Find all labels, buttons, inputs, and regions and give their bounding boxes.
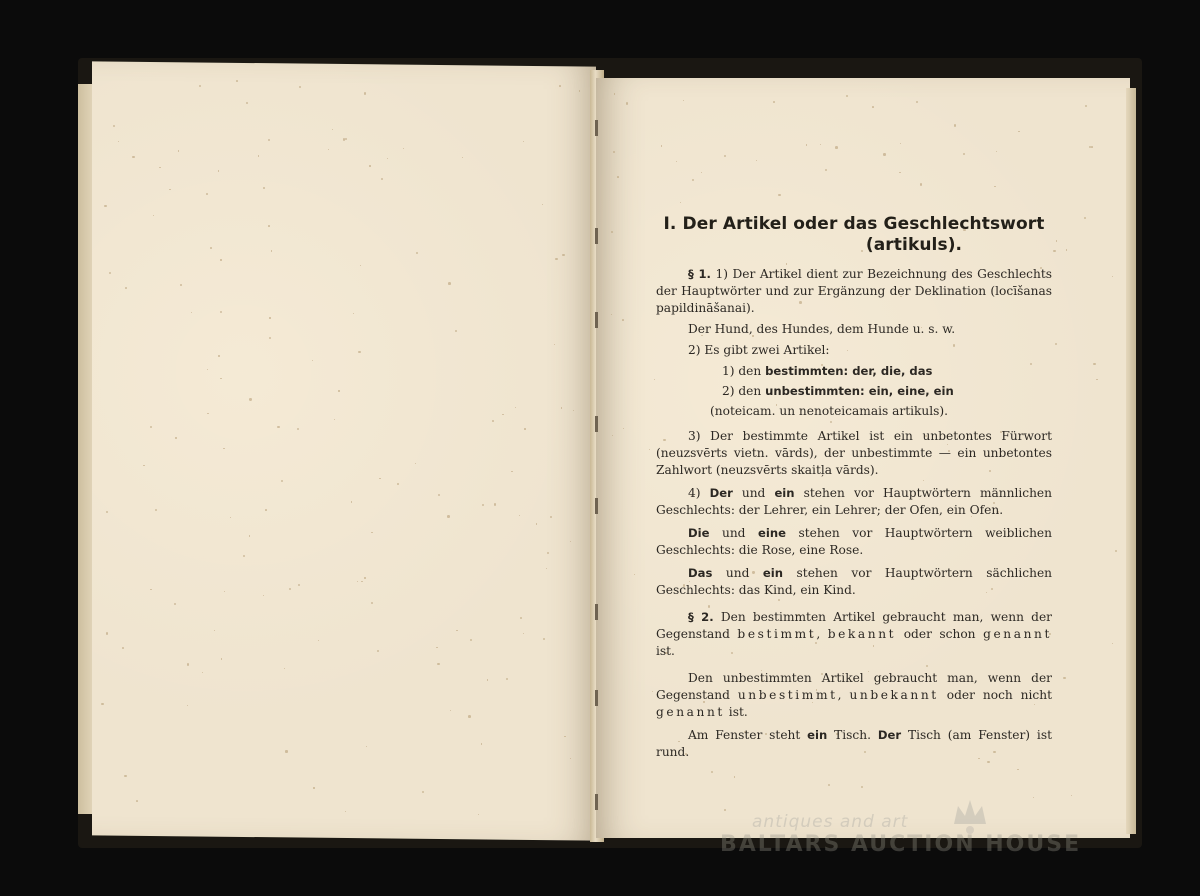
s1-example: Der Hund, des Hundes, dem Hunde u. s. w.	[688, 322, 956, 336]
paper-speck	[313, 787, 314, 788]
spine-stitch	[595, 416, 598, 432]
paper-speck	[1091, 146, 1093, 148]
s1-paragraph-5: Die und eine stehen vor Hauptwörtern weiblichen Geschlechts: die Rose, eine Rose.	[656, 526, 1052, 557]
heading-line-1: I. Der Artikel oder das Geschlechtswort	[663, 214, 1045, 234]
paper-speck	[447, 515, 450, 518]
article-item-1: 1) den bestimmten: der, die, das	[722, 364, 933, 378]
paper-speck	[381, 178, 383, 180]
paper-speck	[220, 259, 221, 260]
paper-speck	[661, 145, 662, 146]
paper-speck	[436, 647, 437, 648]
paper-speck	[470, 639, 472, 641]
paper-speck	[613, 151, 615, 153]
watermark-house-name: BALTARS AUCTION HOUSE	[720, 832, 1082, 857]
paper-speck	[289, 588, 291, 590]
spine-stitch	[595, 312, 598, 328]
paper-speck	[835, 146, 838, 149]
paper-speck	[249, 535, 250, 536]
paper-speck	[312, 360, 313, 361]
spine-stitch	[595, 604, 598, 620]
paper-speck	[680, 202, 681, 203]
paper-speck	[263, 187, 265, 189]
paper-speck	[136, 800, 138, 802]
paper-speck	[1066, 249, 1067, 250]
paper-speck	[338, 390, 339, 391]
paper-speck	[351, 501, 352, 502]
paper-speck	[954, 124, 956, 126]
paper-speck	[125, 287, 127, 289]
paper-speck	[155, 509, 157, 511]
article-item-2: 2) den unbestimmten: ein, eine, ein	[722, 384, 954, 398]
paper-speck	[547, 552, 550, 555]
chapter-heading	[656, 214, 1052, 256]
paper-speck	[175, 437, 176, 438]
s1-paragraph-2: 2) Es gibt zwei Artikel:	[688, 343, 830, 357]
paper-speck	[345, 138, 347, 140]
paper-speck	[622, 319, 624, 321]
paper-speck	[268, 225, 270, 227]
paper-speck	[1055, 343, 1057, 345]
paper-speck	[364, 92, 366, 94]
s2-paragraph-2: Den unbestimmten Artikel gebraucht man, wenn der Gegenstand unbestimmt, unbekannt oder noch nicht genannt ist.	[656, 671, 1053, 719]
section-2-marker: § 2.	[688, 610, 714, 624]
paper-speck	[872, 106, 874, 108]
heading-line-2: (artikuls).	[865, 235, 963, 255]
paper-speck	[515, 407, 516, 408]
paper-speck	[345, 811, 346, 812]
paper-speck	[180, 284, 182, 286]
paper-speck	[555, 258, 557, 260]
paper-speck	[364, 577, 365, 578]
s2-paragraph-3: Am Fenster steht ein Tisch. Der Tisch (am Fenster) ist rund.	[656, 728, 1052, 759]
spine-stitch	[595, 498, 598, 514]
paper-speck	[246, 102, 248, 104]
paper-speck	[523, 633, 524, 634]
spine-stitch	[595, 690, 598, 706]
paper-speck	[249, 398, 251, 400]
paper-speck	[132, 156, 134, 158]
paper-speck	[277, 426, 280, 429]
paper-speck	[478, 814, 479, 815]
paper-speck	[724, 809, 726, 811]
page-text	[656, 214, 1052, 765]
paper-speck	[494, 503, 496, 505]
paper-speck	[756, 160, 757, 161]
spine-stitch	[595, 120, 598, 136]
paper-speck	[520, 617, 522, 619]
paper-speck	[456, 630, 457, 631]
paper-speck	[243, 555, 245, 557]
paper-speck	[218, 355, 219, 356]
watermark-tagline: antiques and art	[752, 812, 909, 832]
paper-speck	[187, 705, 188, 706]
paper-speck	[369, 165, 370, 166]
paper-speck	[546, 568, 547, 569]
paper-speck	[214, 630, 215, 631]
crown-icon	[950, 798, 990, 834]
paper-speck	[269, 317, 270, 318]
paper-speck	[481, 743, 482, 744]
s1-paragraph-4: 4) Der und ein stehen vor Hauptwörtern männlichen Geschlechts: der Lehrer, ein Lehrer; der Ofen, ein Ofen.	[656, 486, 1052, 517]
paper-speck	[806, 144, 807, 145]
paper-speck	[1017, 769, 1018, 770]
article-note: (noteicam. un nenoteicamais artikuls).	[710, 404, 949, 418]
paper-speck	[778, 194, 780, 196]
paper-speck	[221, 658, 222, 659]
paper-speck	[210, 247, 212, 249]
right-page-edges	[1126, 88, 1136, 834]
paper-speck	[920, 183, 922, 185]
paper-speck	[468, 715, 471, 718]
s1-paragraph-1: § 1. 1) Der Artikel dient zur Bezeichnung des Geschlechts der Hauptwörter und zur Ergänzung der Deklination (locīšanas papildināšanai).	[656, 267, 1053, 315]
watermark	[720, 812, 1120, 872]
paper-speck	[265, 509, 267, 511]
s1-paragraph-6: Das und ein stehen vor Hauptwörtern sächlichen Geschlechts: das Kind, ein Kind.	[656, 566, 1053, 597]
paper-speck	[143, 465, 144, 466]
s2-paragraph-1: § 2. Den bestimmten Artikel gebraucht man, wenn der Gegenstand bestimmt, bekannt oder schon genannt ist.	[656, 610, 1053, 658]
paper-speck	[524, 428, 525, 429]
paper-speck	[397, 483, 399, 485]
paper-speck	[617, 176, 619, 178]
paper-speck	[236, 80, 238, 82]
paper-speck	[482, 504, 484, 506]
s1-paragraph-3: 3) Der bestimmte Artikel ist ein unbetontes Fürwort (neuzsvērts vietn. vārds), der unbestimmte — ein unbetontes Zahlwort (neuzsvērts skaitļa vārds).	[656, 429, 1052, 477]
paper-speck	[1063, 677, 1065, 679]
paper-speck	[1084, 217, 1086, 219]
paper-speck	[1056, 240, 1057, 241]
paper-speck	[1112, 276, 1113, 277]
paper-speck	[150, 589, 151, 590]
section-1-marker: § 1.	[688, 267, 711, 281]
paper-speck	[285, 750, 287, 752]
paper-speck	[559, 85, 561, 87]
paper-speck	[450, 710, 451, 711]
paper-speck	[437, 663, 439, 665]
paper-speck	[846, 95, 848, 97]
left-page-blank	[92, 61, 596, 840]
spine-stitch	[595, 794, 598, 810]
paper-speck	[438, 494, 440, 496]
paper-speck	[448, 282, 451, 285]
paper-speck	[701, 172, 702, 173]
paper-speck	[683, 100, 684, 101]
paper-speck	[883, 153, 885, 155]
paper-speck	[298, 584, 300, 586]
paper-speck	[118, 141, 119, 142]
spine-stitch	[595, 228, 598, 244]
